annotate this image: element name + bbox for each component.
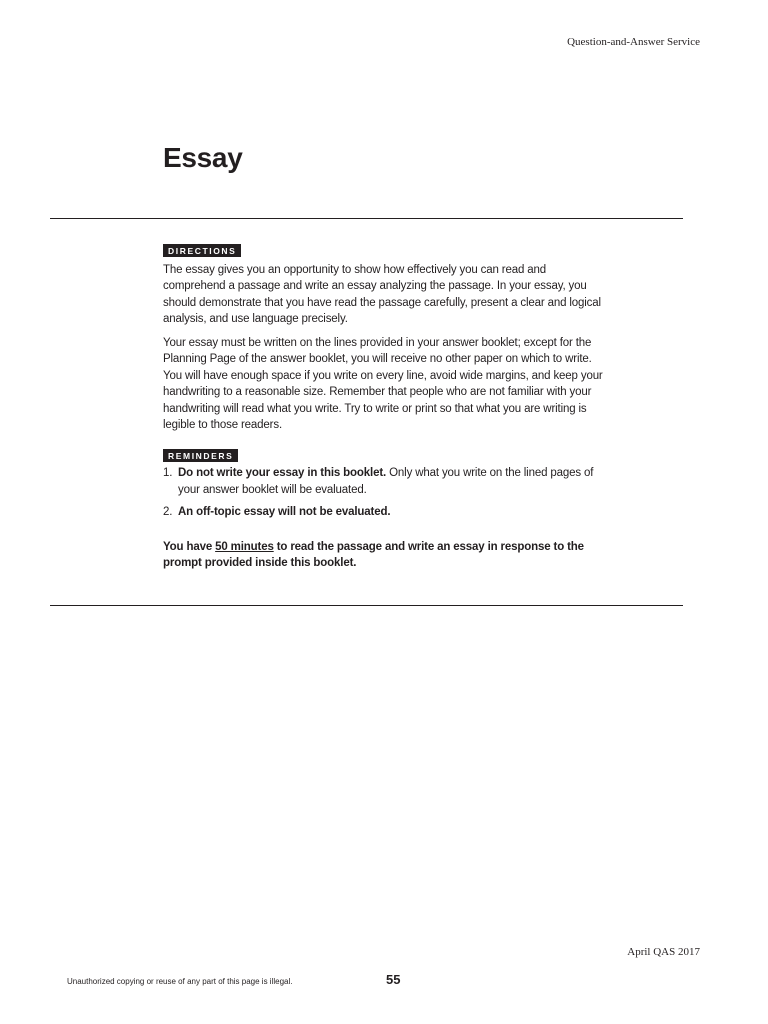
page-title: Essay [163,142,243,173]
footer-date: April QAS 2017 [627,946,700,958]
header-service-name: Question-and-Answer Service [567,36,700,48]
reminder-bold-text: An off-topic essay will not be evaluated. [178,506,391,518]
time-note-suffix: to read the passage and write an essay in response to the prompt provided inside this booklet. [163,540,584,569]
reminder-item-1 [163,465,603,498]
reminder-number: 1. [163,467,173,479]
reminders-list [163,465,603,521]
top-divider [50,218,683,219]
page-number: 55 [386,972,401,987]
reminder-item-2 [163,504,603,521]
directions-label: DIRECTIONS [163,244,241,257]
reminder-text: Only what you write on the lined pages of your answer booklet will be evaluated. [178,467,594,496]
reminders-label: REMINDERS [163,449,238,462]
time-note [163,539,603,572]
directions-paragraph-2: Your essay must be written on the lines provided in your answer booklet; except for the Planning Page of the answer booklet, you will receive no other paper on which to write. You will have enough space if you write on every line, avoid wide margins, and keep your handwriting to a reasonable size. Remember that people who are not familiar with your handwriting will read what you write. Try to write or print so that what you are writing is legible to those readers. [163,336,603,431]
time-note-prefix: You have [163,540,216,553]
time-duration: 50 minutes [215,540,274,553]
instructions-section [163,243,603,572]
reminder-number: 2. [163,506,173,518]
footer-copyright: Unauthorized copying or reuse of any part of this page is illegal. [67,977,293,986]
reminder-bold-text: Do not write your essay in this booklet. [178,467,387,479]
directions-paragraph-1: The essay gives you an opportunity to show how effectively you can read and comprehend a passage and write an essay analyzing the passage. In your essay, you should demonstrate that you have read the passage carefully, present a clear and logical analysis, and use language precisely. [163,263,601,325]
bottom-divider [50,605,683,606]
